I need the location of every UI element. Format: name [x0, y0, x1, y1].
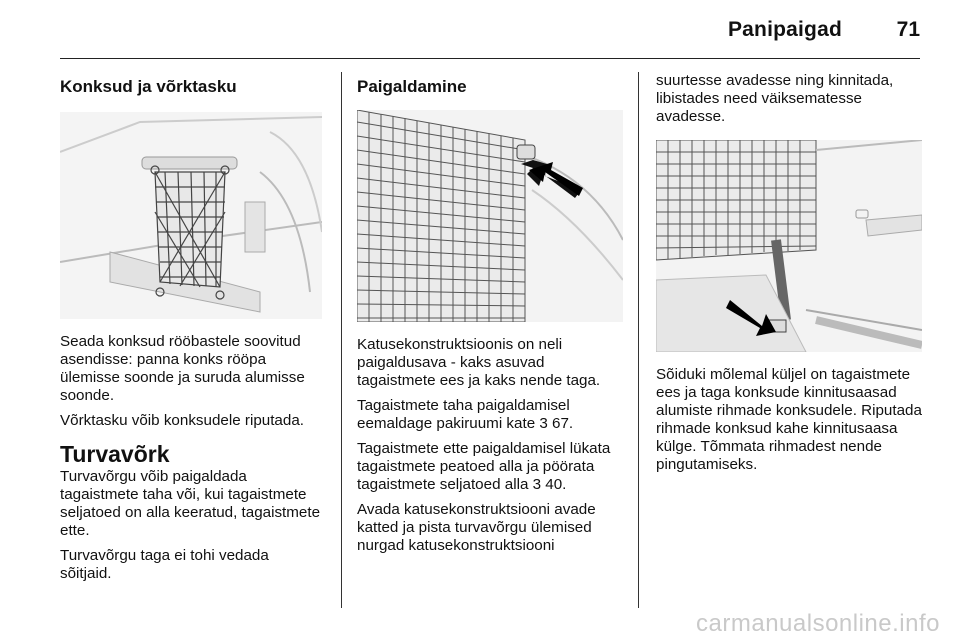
illustration-cargo-net [60, 112, 322, 319]
paragraph: Turvavõrgu võib paigaldada tagaistmete taha või, kui tagaistmete seljatoed on alla keeratud, tagaistmete ette. [60, 468, 321, 539]
paragraph: suurtesse avadesse ning kinnitada, libistades need väiksematesse avadesse. [656, 72, 894, 125]
column-right [656, 72, 924, 481]
section-heading-hooks: Konksud ja võrktasku [60, 77, 237, 96]
illustration-strap-hook [656, 140, 922, 352]
paragraph: Tagaistmete taha paigaldamisel eemaldage pakiruumi kate 3 67. [357, 397, 574, 432]
illustration-net-roof-mount [357, 110, 623, 322]
paragraph: Võrktasku võib konksudele riputada. [60, 412, 304, 429]
paragraph: Sõiduki mõlemal küljel on tagaistmete ees ja taga konksude kinnitusaasad alumiste rihmade konksudele. Riputada rihmade konksud kahe kinnitusaasa külge. Tõmmata rihmadest nende pingutamiseks. [656, 366, 922, 473]
page-header [0, 0, 960, 58]
page-number: 71 [896, 18, 920, 41]
header-rule [60, 58, 920, 59]
column-middle [357, 72, 625, 562]
paragraph: Tagaistmete ette paigaldamisel lükata tagaistmete peatoed alla ja pöörata tagaistmete seljatoed alla 3 40. [357, 440, 611, 493]
watermark: carmanualsonline.info [696, 610, 940, 637]
page-title: Panipaigad [727, 18, 842, 41]
paragraph: Seada konksud rööbastele soovitud asendisse: panna konks rööpa ülemisse soonde ja suruda alumisse soonde. [60, 333, 305, 404]
paragraph: Avada katusekonstruktsiooni avade katted ja pista turvavõrgu ülemised nurgad katusekonstruktsiooni [357, 501, 596, 554]
column-divider [638, 72, 639, 608]
paragraph: Katusekonstruktsioonis on neli paigaldusava - kaks asuvad tagaistmete ees ja kaks nende taga. [357, 336, 601, 389]
column-left [60, 72, 322, 590]
column-divider [341, 72, 342, 608]
section-heading-installation: Paigaldamine [357, 77, 467, 96]
paragraph: Turvavõrgu taga ei tohi vedada sõitjaid. [60, 547, 269, 582]
section-heading-safety-net: Turvavõrk [60, 441, 170, 467]
